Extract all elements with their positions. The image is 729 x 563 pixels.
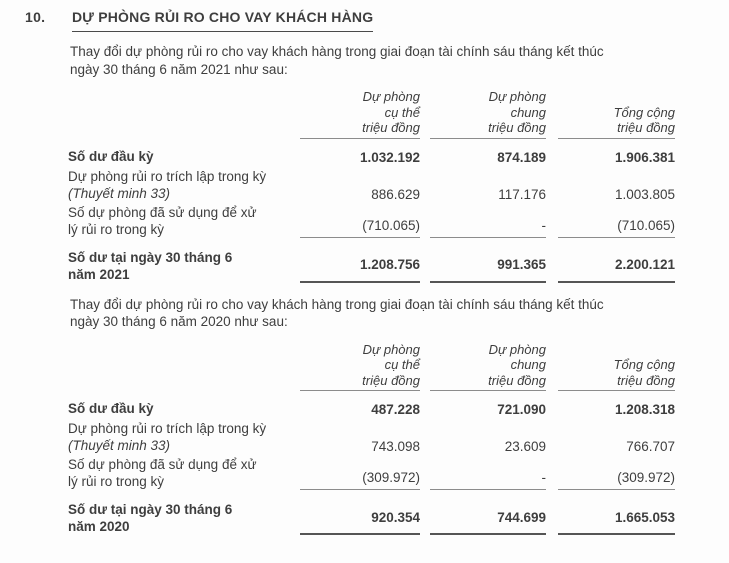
value-specific: 920.354	[300, 501, 420, 535]
row-provision-utilised	[68, 204, 703, 238]
value-specific: (309.972)	[300, 456, 420, 490]
row-label	[68, 400, 300, 417]
value-total: 1.665.053	[558, 501, 675, 535]
intro-line: Thay đổi dự phòng rủi ro cho vay khách hàng trong giai đoạn tài chính sáu tháng kết thúc	[70, 44, 604, 59]
row-label-line: năm 2021	[68, 266, 130, 282]
col-header-specific-provision	[300, 342, 420, 392]
col-header-line: chung	[510, 357, 546, 372]
col-header-general-provision	[430, 342, 546, 392]
col-header-line: cụ thể	[384, 104, 420, 120]
row-closing-balance	[68, 501, 703, 535]
row-label-line: Số dự phòng đã sử dụng để xử	[68, 457, 257, 472]
row-label-note-ref: (Thuyết minh 33)	[68, 185, 171, 201]
col-header-line: Dự phòng	[488, 89, 546, 104]
row-label-line: Dự phòng rủi ro trích lập trong kỳ	[68, 168, 267, 184]
row-provision-charged	[68, 420, 703, 454]
intro-line: Thay đổi dự phòng rủi ro cho vay khách hàng trong giai đoạn tài chính sáu tháng kết thúc	[70, 296, 604, 312]
row-opening-balance	[68, 148, 703, 165]
section-number: 10.	[25, 9, 46, 25]
row-label-line: Số dư đầu kỳ	[68, 401, 154, 416]
col-header-line: triệu đồng	[362, 372, 420, 388]
value-general: 23.609	[504, 439, 546, 454]
value-general: 874.189	[497, 149, 546, 165]
col-header-general-provision	[430, 89, 546, 139]
row-provision-charged	[68, 168, 703, 202]
col-header-line: chung	[510, 104, 546, 120]
value-specific: 886.629	[371, 186, 420, 202]
row-label-line: Số dự phòng đã sử dụng để xử	[68, 204, 257, 220]
row-label	[68, 148, 300, 165]
row-label	[68, 249, 300, 283]
table-header-row	[68, 89, 703, 139]
value-specific: 743.098	[371, 439, 420, 454]
row-label	[68, 456, 300, 490]
value-general: 744.699	[430, 501, 546, 535]
col-header-line: triệu đồng	[617, 120, 675, 135]
value-total: (710.065)	[558, 204, 675, 238]
value-total: 1.208.318	[614, 402, 675, 417]
row-label	[68, 501, 300, 535]
col-header-line: triệu đồng	[617, 372, 675, 388]
intro-paragraph-2020	[70, 296, 703, 331]
value-general: 721.090	[497, 402, 546, 417]
col-header-total	[558, 357, 675, 391]
value-specific: 1.208.756	[300, 249, 420, 283]
col-header-line: cụ thể	[384, 357, 420, 372]
row-label-line: lý rủi ro trong kỳ	[68, 221, 165, 237]
row-label-note-ref: (Thuyết minh 33)	[68, 438, 171, 453]
value-general: -	[430, 204, 546, 238]
row-label	[68, 168, 300, 202]
col-header-line: triệu đồng	[488, 372, 546, 388]
value-specific: (710.065)	[300, 204, 420, 238]
intro-line: ngày 30 tháng 6 năm 2020 như sau:	[70, 314, 288, 329]
col-header-total	[558, 105, 675, 139]
value-total: 766.707	[626, 439, 675, 454]
col-header-line: Dự phòng	[488, 341, 546, 357]
row-closing-balance	[68, 249, 703, 283]
section-title: DỰ PHÒNG RỦI RO CHO VAY KHÁCH HÀNG	[72, 9, 373, 32]
row-label-line: lý rủi ro trong kỳ	[68, 474, 165, 489]
row-label	[68, 420, 300, 454]
value-total: 2.200.121	[558, 249, 675, 283]
value-specific: 1.032.192	[359, 149, 420, 165]
provision-movement-table-2020	[68, 342, 703, 536]
row-label-line: Số dư đầu kỳ	[68, 148, 154, 164]
value-total: (309.972)	[558, 456, 675, 490]
value-specific: 487.228	[371, 402, 420, 417]
col-header-line: Dự phòng	[362, 341, 420, 357]
row-label-line: năm 2020	[68, 519, 130, 534]
col-header-line: Tổng cộng	[613, 357, 675, 372]
row-label	[68, 204, 300, 238]
col-header-line: Tổng cộng	[613, 104, 675, 120]
table-header-row	[68, 342, 703, 392]
row-label-line: Số dư tại ngày 30 tháng 6	[68, 249, 233, 265]
intro-paragraph-2021	[70, 43, 703, 78]
row-opening-balance	[68, 400, 703, 417]
value-general: 117.176	[498, 186, 546, 202]
value-total: 1.003.805	[614, 186, 675, 202]
col-header-line: triệu đồng	[488, 120, 546, 135]
row-label-line: Số dư tại ngày 30 tháng 6	[68, 502, 233, 517]
section-header	[25, 9, 703, 32]
col-header-specific-provision	[300, 89, 420, 139]
intro-line: ngày 30 tháng 6 năm 2021 như sau:	[70, 61, 288, 77]
value-total: 1.906.381	[614, 149, 675, 165]
col-header-line: triệu đồng	[362, 120, 420, 135]
provision-movement-table-2021	[68, 89, 703, 283]
row-label-line: Dự phòng rủi ro trích lập trong kỳ	[68, 421, 267, 436]
col-header-line: Dự phòng	[362, 89, 420, 104]
value-general: -	[430, 456, 546, 490]
row-provision-utilised	[68, 456, 703, 490]
value-general: 991.365	[430, 249, 546, 283]
